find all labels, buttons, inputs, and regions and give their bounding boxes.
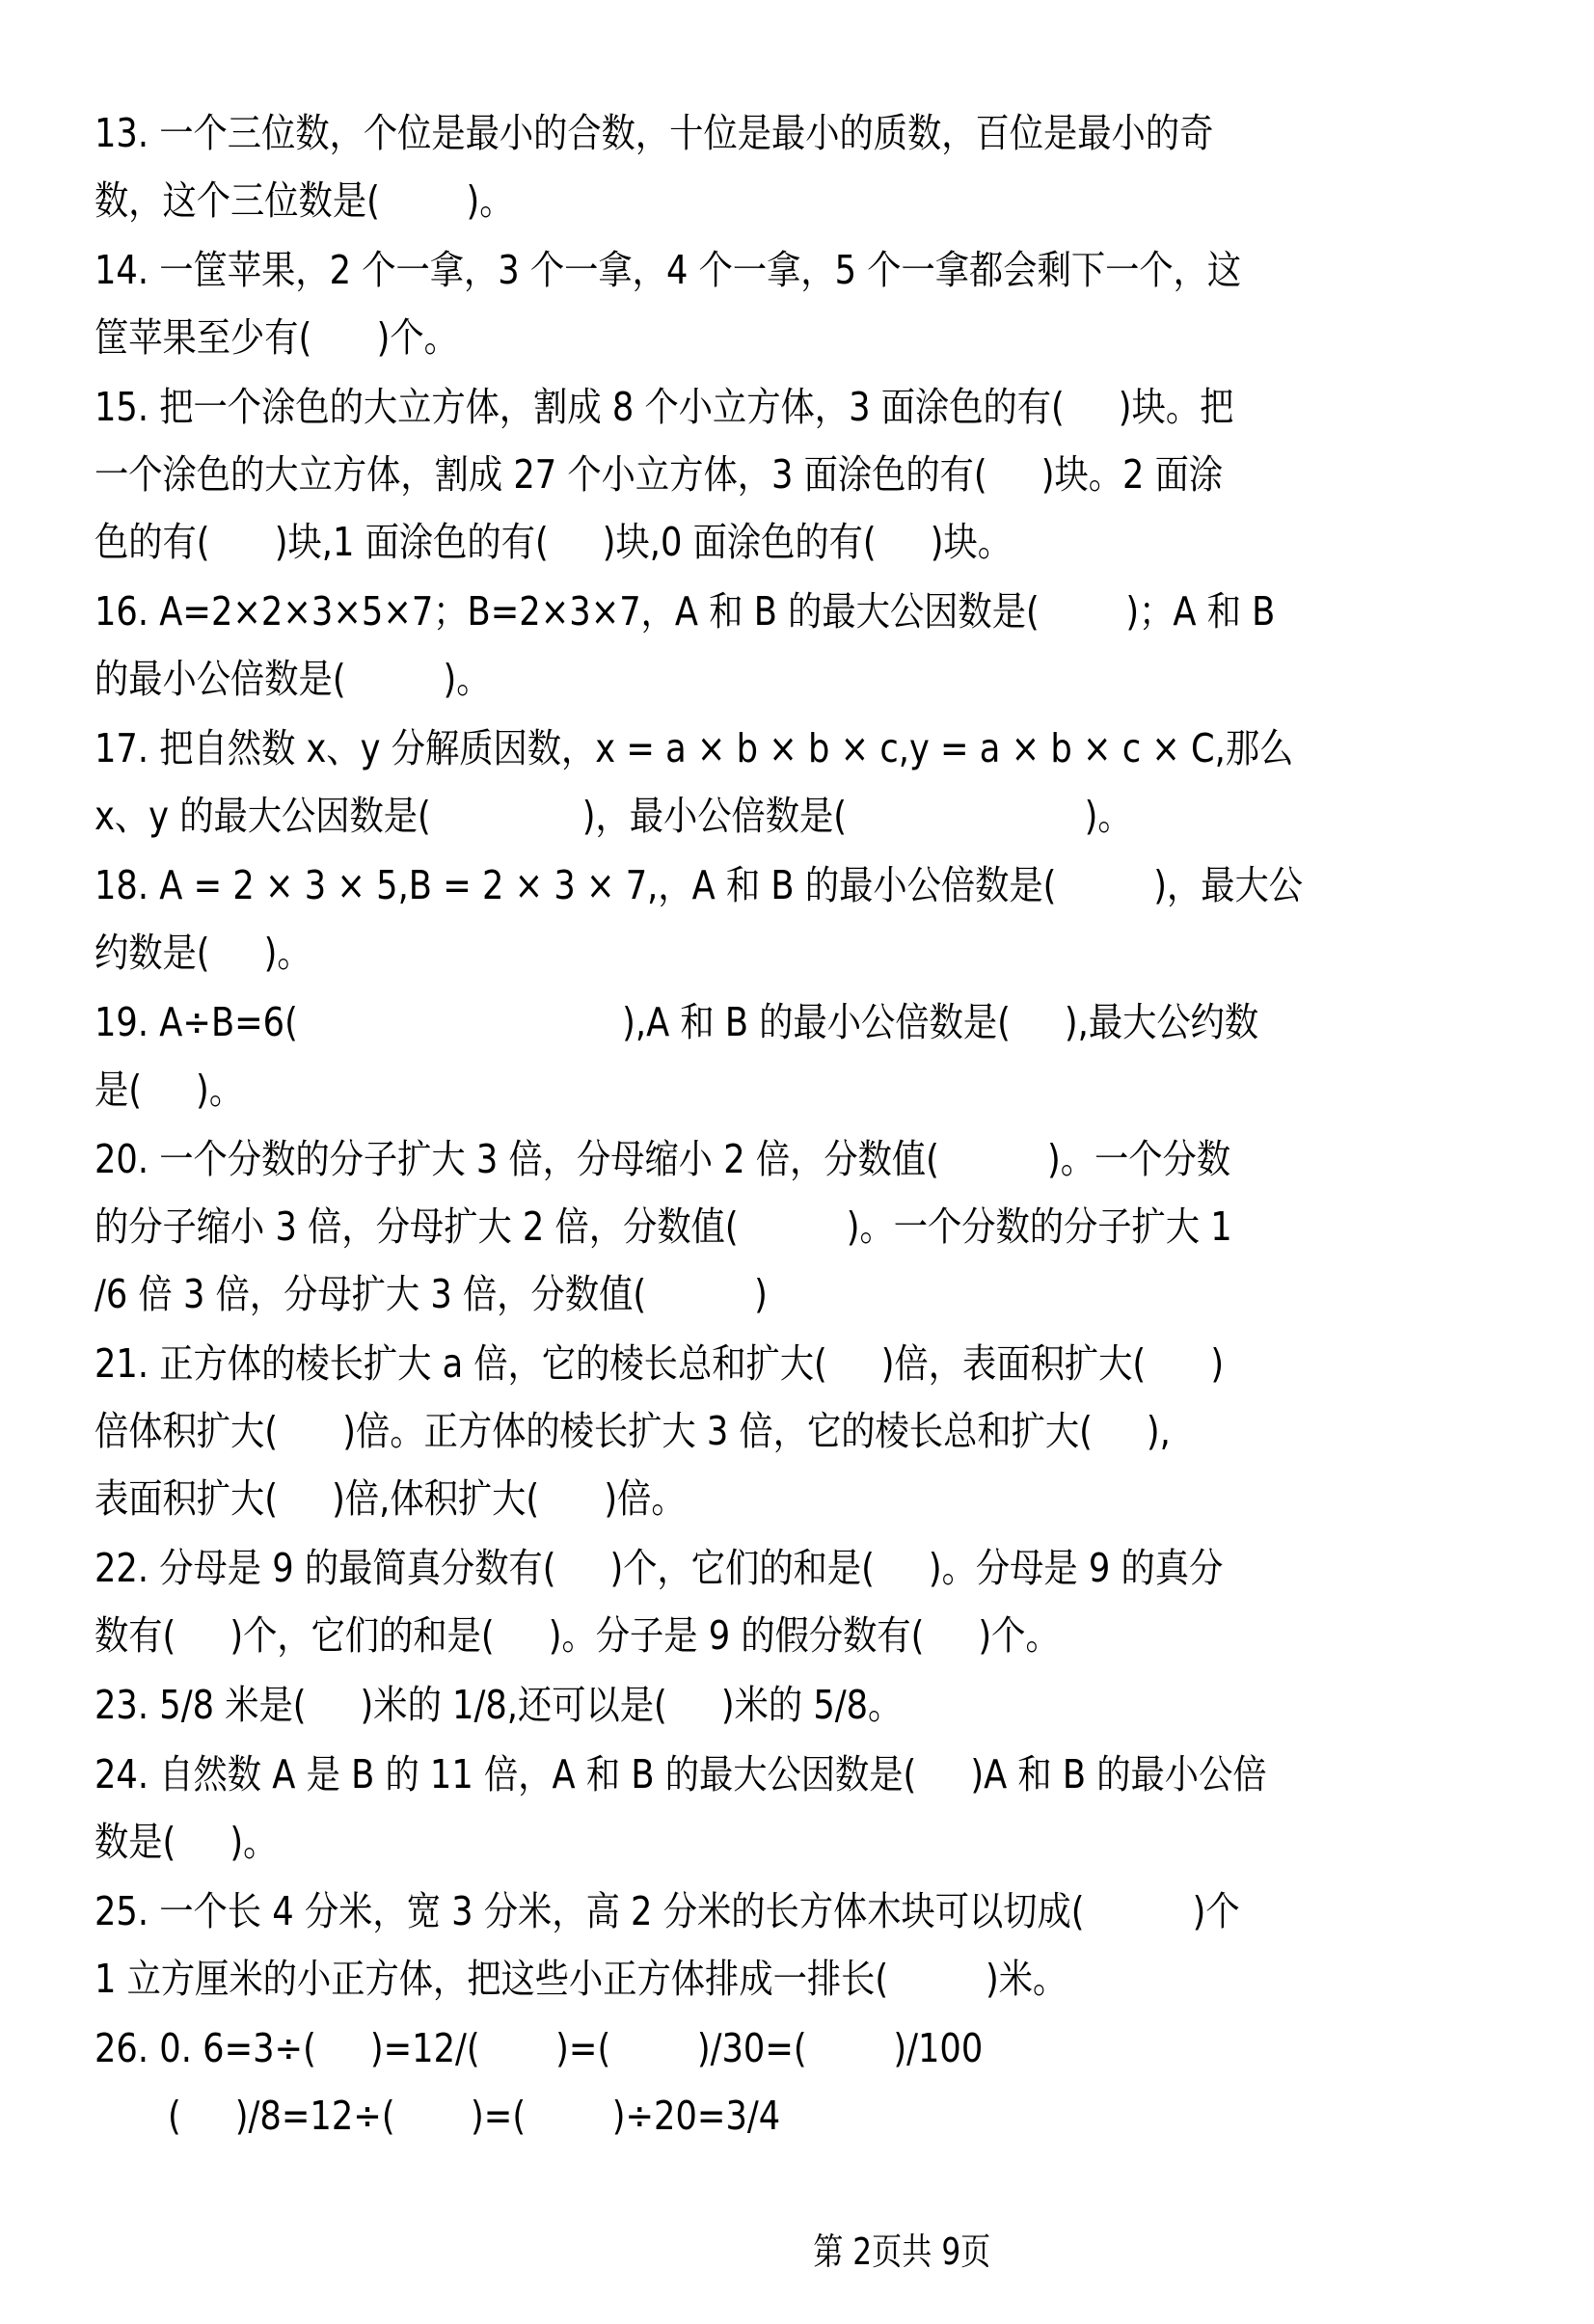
- question-14-line-1: 14. 一筐苹果，2 个一拿，3 个一拿，4 个一拿，5 个一拿都会剩下一个，这: [95, 247, 1242, 293]
- question-18-line-1: 18. A = 2 × 3 × 5,B = 2 × 3 × 7,，A 和 B 的最小公倍数是( )，最大公: [95, 862, 1304, 908]
- question-25-line-1: 25. 一个长 4 分米，宽 3 分米，高 2 分米的长方体木块可以切成( )个: [95, 1888, 1240, 1934]
- page-number-label: 第 2页共 9页: [813, 2230, 991, 2273]
- question-16-line-1: 16. A=2×2×3×5×7；B=2×3×7，A 和 B 的最大公因数是( )；A 和 B: [95, 588, 1276, 635]
- question-18-line-2: 约数是( )。: [95, 930, 311, 976]
- question-20-line-2: 的分子缩小 3 倍，分母扩大 2 倍，分数值( )。一个分数的分子扩大 1: [95, 1203, 1232, 1250]
- question-26-line-1: 26. 0. 6=3÷( )=12/( )=( )/30=( )/100: [95, 2025, 984, 2071]
- question-22-line-1: 22. 分母是 9 的最简真分数有( )个，它们的和是( )。分母是 9 的真分: [95, 1545, 1224, 1591]
- question-20-line-3: /6 倍 3 倍，分母扩大 3 倍，分数值( ): [95, 1271, 768, 1317]
- question-19-line-2: 是( )。: [95, 1067, 244, 1113]
- question-23-line-1: 23. 5/8 米是( )米的 1/8,还可以是( )米的 5/8。: [95, 1682, 903, 1728]
- question-21-line-2: 倍体积扩大( )倍。正方体的棱长扩大 3 倍，它的棱长总和扩大( ),: [95, 1408, 1171, 1454]
- question-25-line-2: 1 立方厘米的小正方体，把这些小正方体排成一排长( )米。: [95, 1956, 1067, 2002]
- question-19-line-1: 19. A÷B=6( ),A 和 B 的最小公倍数是( ),最大公约数: [95, 999, 1259, 1045]
- question-26-line-2: ( )/8=12÷( )=( )÷20=3/4: [168, 2093, 781, 2139]
- question-16-line-2: 的最小公倍数是( )。: [95, 656, 491, 702]
- question-20-line-1: 20. 一个分数的分子扩大 3 倍，分母缩小 2 倍，分数值( )。一个分数: [95, 1136, 1231, 1182]
- question-13-line-2: 数，这个三位数是( )。: [95, 177, 514, 224]
- question-15-line-1: 15. 把一个涂色的大立方体，割成 8 个小立方体，3 面涂色的有( )块。把: [95, 384, 1234, 430]
- question-17-line-1: 17. 把自然数 x、y 分解质因数，x = a × b × b × c,y = a × b × c × C,那么: [95, 725, 1294, 771]
- question-21-line-3: 表面积扩大( )倍,体积扩大( )倍。: [95, 1475, 686, 1522]
- question-15-line-3: 色的有( )块,1 面涂色的有( )块,0 面涂色的有( )块。: [95, 519, 1012, 565]
- question-13-line-1: 13. 一个三位数，个位是最小的合数，十位是最小的质数，百位是最小的奇: [95, 110, 1214, 156]
- question-15-line-2: 一个涂色的大立方体，割成 27 个小立方体，3 面涂色的有( )块。2 面涂: [95, 451, 1224, 498]
- question-21-line-1: 21. 正方体的棱长扩大 a 倍，它的棱长总和扩大( )倍，表面积扩大( ): [95, 1340, 1225, 1387]
- question-24-line-2: 数是( )。: [95, 1819, 278, 1865]
- page-footer: [0, 2179, 1594, 2324]
- question-17-line-2: x、y 的最大公因数是( )，最小公倍数是( )。: [95, 793, 1132, 839]
- question-22-line-2: 数有( )个，它们的和是( )。分子是 9 的假分数有( )个。: [95, 1612, 1060, 1659]
- question-14-line-2: 筐苹果至少有( )个。: [95, 314, 458, 361]
- question-24-line-1: 24. 自然数 A 是 B 的 11 倍，A 和 B 的最大公因数是( )A 和 B 的最小公倍: [95, 1751, 1267, 1797]
